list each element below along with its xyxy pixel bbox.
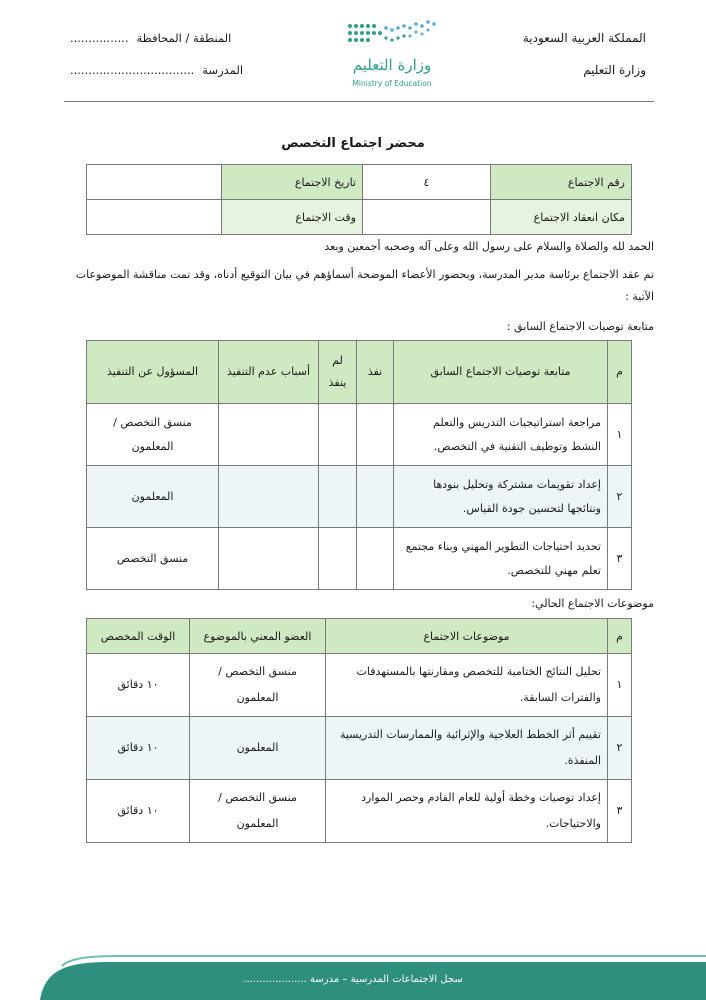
prev-recommendations-heading: متابعة توصيات الاجتماع السابق : [506,320,654,333]
previous-recommendations-table [86,340,632,590]
footer-text: سجل الاجتماعات المدرسية – مدرسة .................... [243,974,463,985]
col-header-member: العضو المعني بالموضوع [190,619,326,654]
done-cell[interactable] [357,404,394,466]
table-row [87,404,632,466]
owner-cell: منسق التخصص [87,528,219,590]
ministry-text: وزارة التعليم [583,63,646,77]
table-row [87,717,632,780]
row-number: ٢ [608,717,632,780]
owner-cell: المعلمون [87,466,219,528]
not-done-cell[interactable] [319,528,357,590]
school-dots: .................................. [70,63,195,77]
header-right [523,22,646,86]
member-cell: منسق التخصص / المعلمون [190,654,326,717]
meeting-date-label: تاريخ الاجتماع [222,165,363,200]
current-topics-table [86,618,632,843]
info-row [87,200,632,235]
table-row [87,528,632,590]
col-header-not-done: لم ينفذ [319,341,357,404]
col-header-no: م [608,341,632,404]
time-cell: ١٠ دقائق [87,780,190,843]
recommendation-cell: تحديد احتياجات التطوير المهني وبناء مجتمع تعلم مهني للتخصص. [394,528,608,590]
col-header-no: م [608,619,632,654]
done-cell[interactable] [357,528,394,590]
kingdom-text: المملكة العربية السعودية [522,31,646,45]
col-header-recommendation: متابعة توصيات الاجتماع السابق [394,341,608,404]
place-label: مكان انعقاد الاجتماع [491,200,632,235]
member-cell: المعلمون [190,717,326,780]
school-label: المدرسة [202,63,244,77]
table-row [87,780,632,843]
meeting-no-value[interactable]: ٤ [363,165,491,200]
topic-cell: إعداد توصيات وخطة أولية للعام القادم وحصر الموارد والاحتياجات. [326,780,608,843]
row-number: ١ [608,404,632,466]
meeting-no-label: رقم الاجتماع [491,165,632,200]
logo-arabic-text: وزارة التعليم [352,56,432,74]
time-cell: ١٠ دقائق [87,717,190,780]
table-row [87,654,632,717]
logo-english-text: Ministry of Education [352,79,432,88]
intro-line-2: تم عقد الاجتماع برئاسة مدير المدرسة، وبحضور الأعضاء الموضحة أسماؤهم في بيان التوقيع أدناه، وقد تمت مناقشة الموضوعات الآتية : [75,268,654,303]
col-header-owner: المسؤول عن التنفيذ [87,341,219,404]
meeting-info-table [86,164,632,235]
row-number: ٣ [608,528,632,590]
time-value[interactable] [87,200,222,235]
intro-line-1: الحمد لله والصلاة والسلام على رسول الله وعلى آله وصحبه أجمعين وبعد [324,240,654,253]
info-row [87,165,632,200]
region-row [70,22,243,54]
recommendation-cell: إعداد تقويمات مشتركة وتحليل بنودها ونتائجها لتحسين جودة القياس. [394,466,608,528]
region-label: المنطقة / المحافظة [136,31,232,45]
not-done-cell[interactable] [319,404,357,466]
not-done-cell[interactable] [319,466,357,528]
meeting-date-value[interactable] [87,165,222,200]
time-label: وقت الاجتماع [222,200,363,235]
reason-cell[interactable] [219,404,319,466]
logo-dots-icon [346,18,438,54]
time-cell: ١٠ دقائق [87,654,190,717]
table-header-row [87,619,632,654]
page-title: محضر اجتماع التخصص [281,136,425,151]
reason-cell[interactable] [219,466,319,528]
col-header-reason: أسباب عدم التنفيذ [219,341,319,404]
header-left [70,22,243,86]
col-header-done: نفذ [357,341,394,404]
col-header-topic: موضوعات الاجتماع [326,619,608,654]
topic-cell: تحليل النتائج الختامية للتخصص ومقارنتها بالمستهدفات والفترات السابقة. [326,654,608,717]
member-cell: منسق التخصص / المعلمون [190,780,326,843]
col-header-time: الوقت المخصص [87,619,190,654]
ministry-logo [340,16,444,92]
header-divider [64,101,654,102]
row-number: ١ [608,654,632,717]
topic-cell: تقييم أثر الخطط العلاجية والإثرائية والممارسات التدريسية المنفذة. [326,717,608,780]
owner-cell: منسق التخصص / المعلمون [87,404,219,466]
table-header-row [87,341,632,404]
row-number: ٢ [608,466,632,528]
region-dots: ................ [70,31,129,45]
school-row [70,54,243,86]
current-topics-heading: موضوعات الاجتماع الحالي: [531,597,654,610]
place-value[interactable] [363,200,491,235]
row-number: ٣ [608,780,632,843]
reason-cell[interactable] [219,528,319,590]
recommendation-cell: مراجعة استراتيجيات التدريس والتعلم النشط وتوظيف التقنية في التخصص. [394,404,608,466]
table-row [87,466,632,528]
done-cell[interactable] [357,466,394,528]
